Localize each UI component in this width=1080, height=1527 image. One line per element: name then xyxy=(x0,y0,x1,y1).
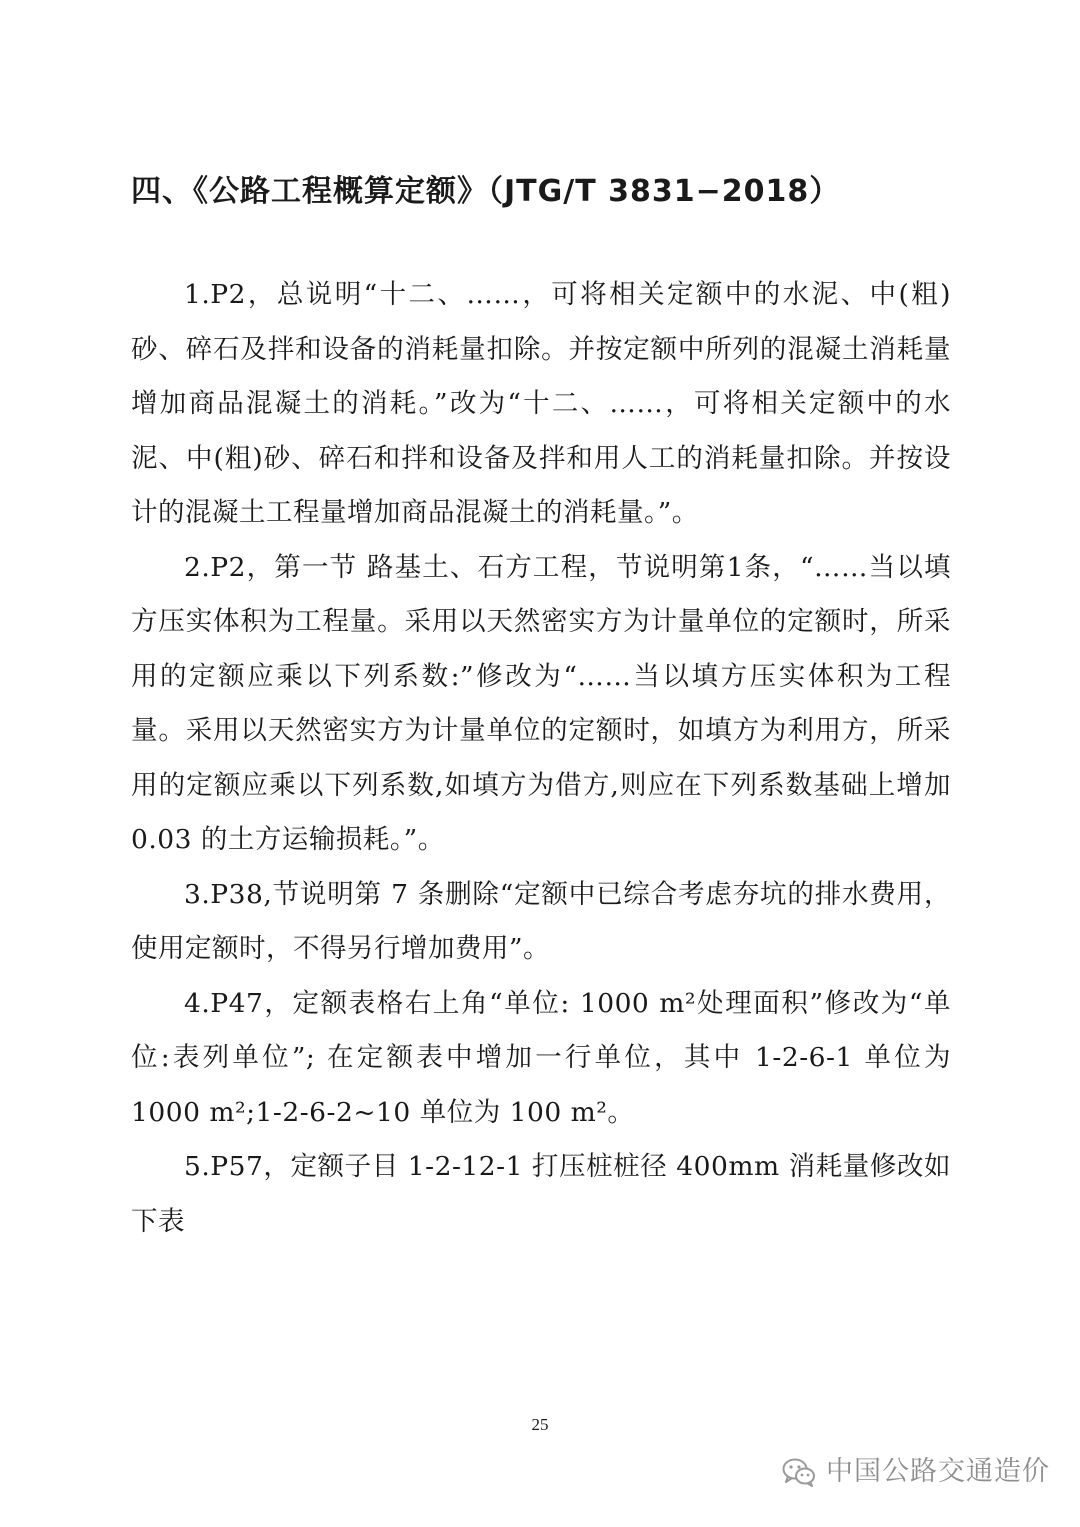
paragraph-4: 4.P47，定额表格右上角“单位: 1000 m²处理面积”修改为“单位:表列单位”; 在定额表中增加一行单位，其中 1-2-6-1 单位为 1000 m²;1-2-6-2~10 单位为 100 m²。 xyxy=(131,987,951,1128)
watermark-text: 中国公路交通造价 xyxy=(826,1456,1050,1487)
page-number: 25 xyxy=(531,1415,549,1434)
paragraph-3: 3.P38,节说明第 7 条删除“定额中已综合考虑夯坑的排水费用，使用定额时，不得另行增加费用”。 xyxy=(131,878,951,964)
paragraph-2: 2.P2，第一节 路基土、石方工程，节说明第1条，“……当以填方压实体积为工程量。采用以天然密实方为计量单位的定额时，所采用的定额应乘以下列系数:”修改为“……当以填方压实体积为工程量。采用以天然密实方为计量单位的定额时，如填方为利用方，所采用的定额应乘以下列系数,如填方为借方,则应在下列系数基础上增加 0.03 的土方运输损耗。”。 xyxy=(131,551,951,855)
wechat-icon xyxy=(782,1457,816,1487)
body-text xyxy=(131,268,951,1249)
watermark xyxy=(782,1452,1050,1492)
section-heading: 四、《公路工程概算定额》（JTG/T 3831−2018） xyxy=(131,174,841,209)
paragraph-5: 5.P57，定额子目 1-2-12-1 打压桩桩径 400mm 消耗量修改如下表 xyxy=(131,1151,951,1237)
paragraph-1: 1.P2，总说明“十二、……，可将相关定额中的水泥、中(粗)砂、碎石及拌和设备的消耗量扣除。并按定额中所列的混凝土消耗量增加商品混凝土的消耗。”改为“十二、……，可将相关定额中的水泥、中(粗)砂、碎石和拌和设备及拌和用人工的消耗量扣除。并按设计的混凝土工程量增加商品混凝土的消耗量。”。 xyxy=(131,279,951,528)
